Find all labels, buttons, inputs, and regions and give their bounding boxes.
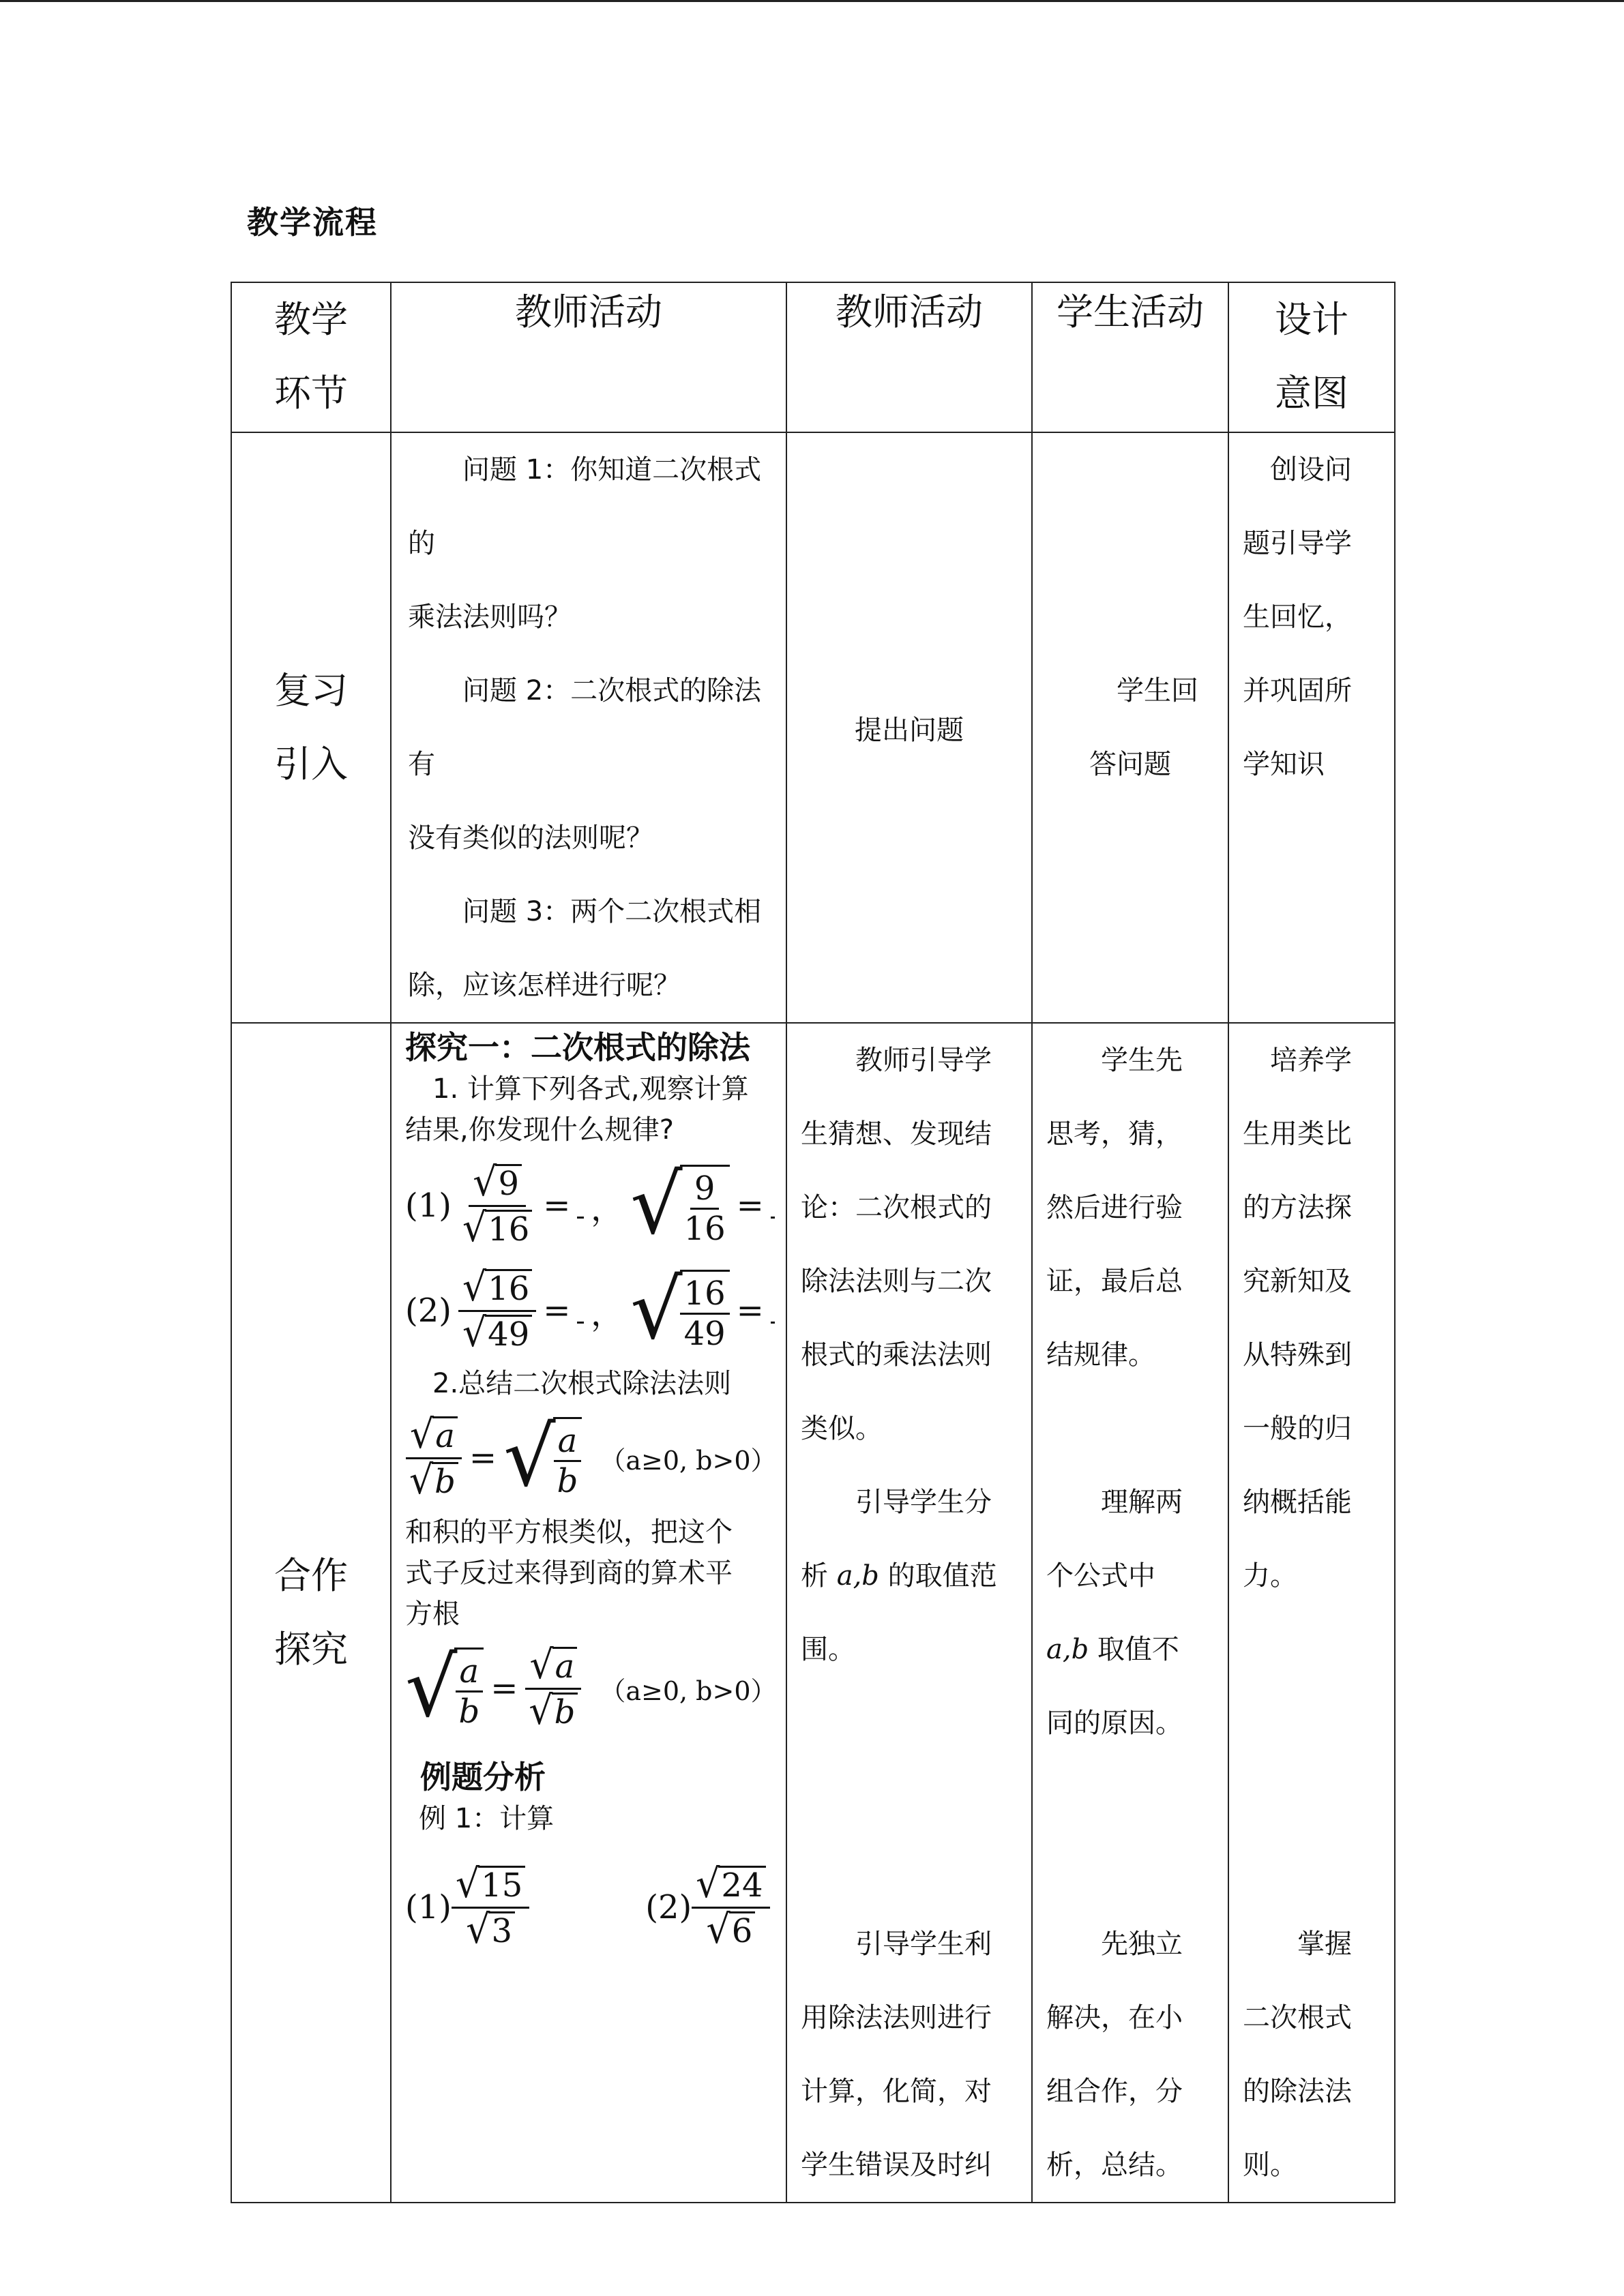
- question-3-line1: 问题 3：两个二次根式相: [462, 896, 762, 927]
- ex-b-den: 6: [729, 1911, 756, 1949]
- teacher-c-line3: 计算，化简，对: [801, 2076, 992, 2107]
- student-a-line2: 思考，猜，: [1046, 1118, 1183, 1150]
- top-border-line: [0, 0, 1624, 2]
- rule1-quotient-of-roots: √ a √ b: [405, 1416, 462, 1499]
- eq1-quotient-of-roots: √ 9 √ 16: [458, 1164, 536, 1247]
- review-design-line5: 学知识: [1243, 749, 1325, 780]
- review-design-intent: [1228, 432, 1395, 1023]
- student-a-line1: 学生先: [1101, 1045, 1183, 1076]
- rule2-var-b-left: b: [458, 1693, 480, 1731]
- question-1-line1: 问题 1：你知道二次根式的: [408, 454, 762, 559]
- teacher-b-var: a,b: [836, 1560, 879, 1592]
- rule2-condition: （a≥0, b>0）: [600, 1675, 777, 1706]
- equation-1: [405, 1158, 775, 1253]
- eq2-equals-a: =: [543, 1292, 571, 1330]
- eq1-equals-a: =: [543, 1187, 571, 1225]
- example-1-problems: [405, 1861, 775, 1953]
- eq2-blank-b: [771, 1298, 775, 1324]
- review-design-line1: 创设问: [1270, 454, 1352, 486]
- eq2-b-num: 16: [680, 1277, 730, 1315]
- review-design-line4: 并巩固所: [1243, 675, 1352, 706]
- ex-b-label: (2): [645, 1888, 692, 1926]
- ex-b-fraction: √ 24 √ 6: [692, 1866, 769, 1948]
- design-b-line3: 的除法法: [1243, 2076, 1352, 2107]
- student-b-line3: [1046, 1613, 1214, 1686]
- row-cooperative-explore: [231, 1023, 1395, 2203]
- eq1-b-den: 16: [683, 1210, 726, 1248]
- stage-cooperative-explore: [231, 1023, 391, 2203]
- ex-b-num: 24: [718, 1866, 765, 1903]
- stage-review-line1: 复习: [274, 669, 348, 712]
- eq1-equals-b: =: [736, 1187, 764, 1225]
- header-stage-line2: 环节: [274, 372, 348, 415]
- rule2-root-of-quotient: √ $\frac{a}{b}$: [405, 1648, 484, 1729]
- header-design: [1228, 282, 1395, 432]
- example-title: 例题分析: [420, 1759, 546, 1795]
- explore-teacher-activity: [786, 1023, 1032, 2203]
- teacher-a-line4: 除法法则与二次: [801, 1266, 992, 1297]
- teacher-a-line1: 教师引导学: [855, 1045, 992, 1076]
- header-stage-line1: 教学: [274, 298, 348, 341]
- rule2-var-a-right: a: [552, 1647, 578, 1684]
- ex-a-fraction: √ 15 √ 3: [452, 1866, 529, 1948]
- eq2-root-of-quotient: √ $\frac{16}{49}$: [630, 1270, 730, 1352]
- explore-design-intent: [1228, 1023, 1395, 2203]
- ex-a-den: 3: [488, 1911, 515, 1949]
- page-title: 教学流程: [247, 204, 378, 241]
- explore-title: 探究一：二次根式的除法: [405, 1029, 750, 1066]
- design-a-line1: 培养学: [1270, 1045, 1352, 1076]
- rule1-equals: =: [469, 1439, 497, 1477]
- eq2-a-num: 16: [485, 1269, 532, 1307]
- rule1-var-a-right: a: [554, 1425, 582, 1462]
- student-b-line1: 理解两: [1101, 1487, 1183, 1518]
- design-b-line4: 则。: [1243, 2149, 1297, 2181]
- eq1-label: (1): [405, 1187, 452, 1225]
- explain-line2: 式子反过来得到商的算术平: [405, 1557, 733, 1589]
- teacher-a-line2: 生猜想、发现结: [801, 1118, 992, 1150]
- design-a-line6: 一般的归: [1243, 1413, 1352, 1444]
- question-1-line2: 乘法法则吗？: [408, 601, 572, 633]
- ex-a-label: (1): [405, 1888, 452, 1926]
- design-a-line2: 生用类比: [1243, 1118, 1352, 1150]
- stage-explore-line2: 探究: [274, 1628, 348, 1671]
- eq1-a-den: 16: [485, 1210, 532, 1247]
- student-a-line5: 结规律。: [1046, 1339, 1155, 1371]
- eq1-a-num: 9: [495, 1164, 522, 1202]
- design-a-line3: 的方法探: [1243, 1192, 1352, 1223]
- header-teacher-1: 教师活动: [391, 282, 786, 432]
- eq2-equals-b: =: [736, 1292, 764, 1330]
- task1-line1: 1. 计算下列各式,观察计算: [432, 1073, 749, 1105]
- eq2-quotient-of-roots: √ 16 √ 49: [458, 1269, 536, 1352]
- review-student-line1: 学生回: [1117, 675, 1198, 706]
- review-teacher-activity: 提出问题: [786, 432, 1032, 1023]
- eq2-a-den: 49: [485, 1315, 532, 1352]
- rule1-root-of-quotient: √ $\frac{a}{b}$: [503, 1417, 582, 1499]
- review-student-line2: 答问题: [1089, 749, 1171, 780]
- rule1-var-b-left: b: [432, 1462, 458, 1500]
- eq2-blank-a: [577, 1298, 584, 1324]
- review-questions: [391, 432, 786, 1023]
- header-student: 学生活动: [1032, 282, 1228, 432]
- design-a-line5: 从特殊到: [1243, 1339, 1352, 1371]
- review-student-activity: [1032, 432, 1228, 1023]
- division-rule-1: [405, 1410, 777, 1505]
- header-design-line2: 意图: [1275, 372, 1348, 415]
- question-3-line2: 除，应该怎样进行呢？: [408, 970, 681, 1001]
- example-1-label: 例 1：计算: [419, 1803, 555, 1834]
- review-design-line3: 生回忆，: [1243, 601, 1352, 633]
- equation-2: [405, 1263, 775, 1358]
- rule2-var-b-right: b: [552, 1693, 578, 1730]
- teacher-c-line4: 学生错误及时纠: [801, 2149, 992, 2181]
- review-design-line2: 题引导学: [1243, 528, 1352, 559]
- teacher-b-rest: 的取值范: [879, 1560, 997, 1592]
- student-b-line2: 个公式中: [1046, 1560, 1155, 1592]
- design-a-line8: 力。: [1243, 1560, 1297, 1592]
- header-stage: [231, 282, 391, 432]
- eq1-blank-a: [577, 1193, 584, 1219]
- question-2-line1: 问题 2：二次根式的除法有: [408, 675, 762, 780]
- stage-review-intro: [231, 432, 391, 1023]
- rule1-condition: （a≥0, b>0）: [600, 1445, 777, 1476]
- explain-line3: 方根: [405, 1598, 460, 1630]
- teacher-a-line3: 论：二次根式的: [801, 1192, 992, 1223]
- student-b-var: a,b: [1046, 1634, 1089, 1665]
- row-review-intro: [231, 432, 1395, 1023]
- header-teacher-2: 教师活动: [786, 282, 1032, 432]
- header-design-line1: 设计: [1275, 298, 1348, 341]
- teacher-a-line5: 根式的乘法法则: [801, 1339, 992, 1371]
- teacher-b-line1: 引导学生分: [855, 1487, 992, 1518]
- teaching-flow-table: [231, 282, 1396, 2203]
- eq2-b-den: 49: [683, 1315, 726, 1353]
- design-a-line7: 纳概括能: [1243, 1487, 1352, 1518]
- eq1-comma: ，: [591, 1189, 624, 1228]
- student-a-line3: 然后进行验: [1046, 1192, 1183, 1223]
- design-b-line1: 掌握: [1297, 1928, 1352, 1960]
- teacher-a-line6: 类似。: [801, 1413, 883, 1444]
- eq1-blank-b: [771, 1193, 775, 1219]
- rule1-var-a-left: a: [432, 1416, 458, 1454]
- student-c-line4: 析，总结。: [1046, 2149, 1183, 2181]
- explain-line1: 和积的平方根类似，把这个: [405, 1517, 733, 1548]
- stage-explore-line1: 合作: [274, 1554, 348, 1597]
- explore-content: [391, 1023, 786, 2203]
- task2-title: 2.总结二次根式除法法则: [432, 1368, 732, 1399]
- teacher-b-line2: 析 a,b 的取值范: [801, 1560, 997, 1592]
- student-b-line4: 同的原因。: [1046, 1708, 1183, 1739]
- division-rule-2: [405, 1641, 777, 1735]
- student-c-line2: 解决，在小: [1046, 2002, 1183, 2033]
- design-b-line2: 二次根式: [1243, 2002, 1352, 2033]
- header-row: [231, 282, 1395, 432]
- explore-student-activity: [1032, 1023, 1228, 2203]
- rule2-var-a-left: a: [456, 1655, 484, 1693]
- student-c-line1: 先独立: [1101, 1928, 1183, 1960]
- task1-line2: 结果,你发现什么规律?: [405, 1114, 674, 1146]
- rule2-equals: =: [490, 1669, 518, 1708]
- student-b-rest: 取值不: [1089, 1634, 1179, 1665]
- question-2-line2: 没有类似的法则呢？: [408, 822, 653, 854]
- design-a-line4: 究新知及: [1243, 1266, 1352, 1297]
- teacher-c-line2: 用除法法则进行: [801, 2002, 992, 2033]
- eq1-root-of-quotient: √ $\frac{9}{16}$: [630, 1165, 730, 1247]
- student-c-line3: 组合作，分: [1046, 2076, 1183, 2107]
- student-a-line4: 证，最后总: [1046, 1266, 1183, 1297]
- ex-a-num: 15: [478, 1866, 525, 1903]
- eq1-b-num: 9: [690, 1172, 720, 1210]
- eq2-comma: ，: [591, 1294, 624, 1333]
- teacher-c-line1: 引导学生利: [855, 1928, 992, 1960]
- teacher-b-line3: 围。: [801, 1634, 855, 1665]
- rule2-quotient-of-roots: √ a √ b: [525, 1647, 582, 1729]
- stage-review-line2: 引入: [274, 743, 348, 786]
- eq2-label: (2): [405, 1292, 452, 1330]
- rule1-var-b-right: b: [557, 1462, 578, 1500]
